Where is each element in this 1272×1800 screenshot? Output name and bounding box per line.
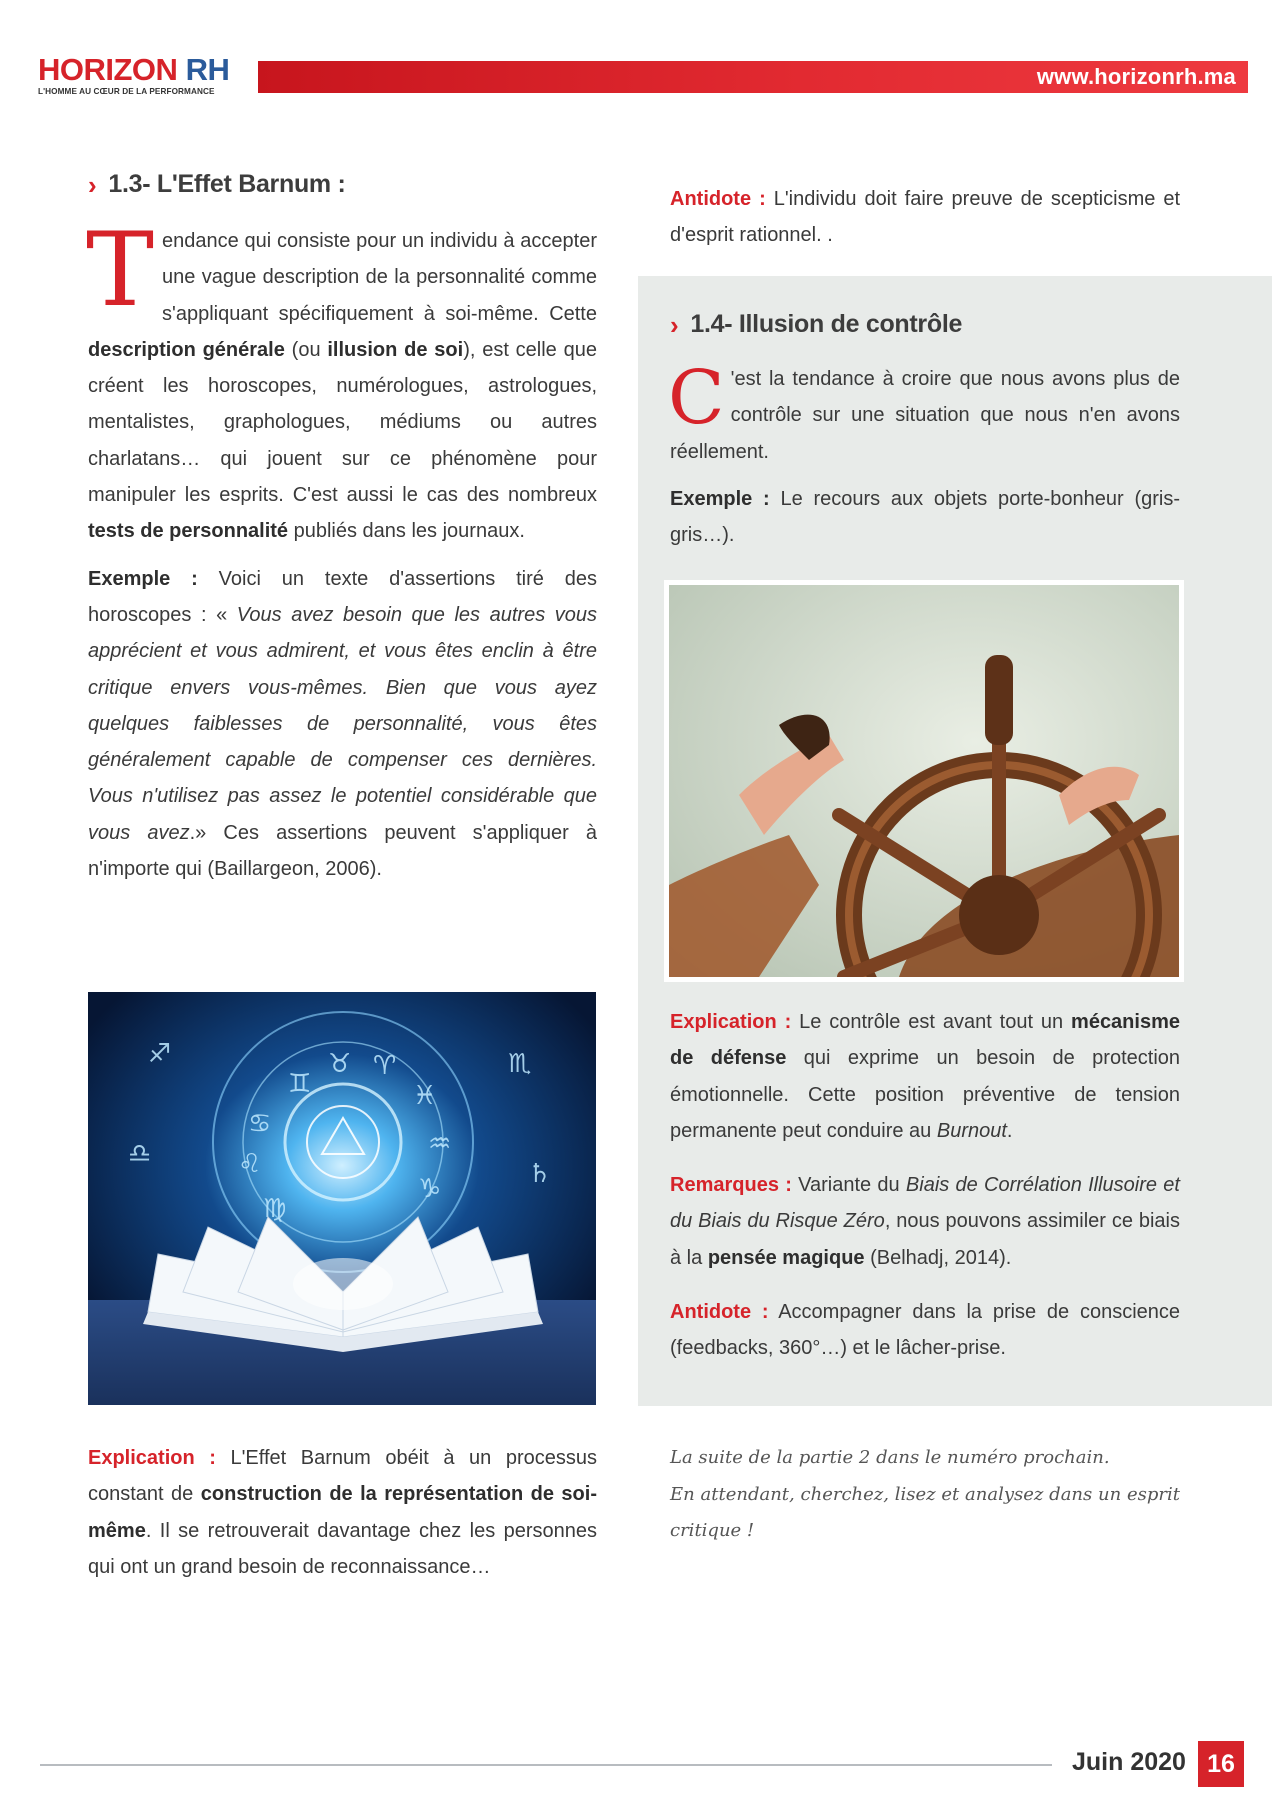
svg-text:♐: ♐ bbox=[148, 1039, 172, 1069]
text-run: construction de la représentation de soi-même bbox=[88, 1483, 597, 1542]
paragraph-explication bbox=[670, 1004, 1180, 1149]
text-run: Voici un texte d'assertions tiré des horoscopes : « bbox=[88, 567, 597, 626]
website-link[interactable]: www.horizonrh.ma bbox=[1036, 64, 1236, 89]
text-run: mécanisme de défense bbox=[670, 1011, 1180, 1070]
svg-text:♉: ♉ bbox=[328, 1049, 352, 1079]
paragraph-explication-barnum bbox=[88, 1440, 597, 1585]
text-run: Exemple : bbox=[88, 567, 198, 590]
paragraph-example bbox=[88, 561, 597, 888]
text-run: Le recours aux objets porte-bonheur (gris-gris…). bbox=[670, 487, 1180, 547]
closing-note bbox=[670, 1440, 1180, 1550]
header-bar bbox=[258, 61, 1248, 93]
logo-word-rh: RH bbox=[185, 52, 230, 87]
text-run: publiés dans les journaux. bbox=[288, 520, 525, 543]
text-run: Exemple : bbox=[670, 487, 770, 510]
ship-wheel-image bbox=[664, 580, 1184, 982]
svg-text:♓: ♓ bbox=[413, 1081, 437, 1111]
chevron-right-icon: › bbox=[88, 169, 97, 200]
svg-text:♑: ♑ bbox=[418, 1174, 442, 1204]
text-run: tests de personnalité bbox=[88, 520, 289, 543]
text-run: . Il se retrouverait davantage chez les personnes qui ont un grand besoin de reconnaissance… bbox=[88, 1519, 597, 1578]
text-run: Remarques : bbox=[670, 1174, 792, 1197]
svg-text:♈: ♈ bbox=[373, 1051, 397, 1081]
text-run: 'est la tendance à croire que nous avons plus de contrôle sur une situation que nous n'en avons réellement. bbox=[670, 368, 1180, 463]
svg-text:♍: ♍ bbox=[263, 1194, 287, 1224]
text-run: ), est celle que créent les horoscopes, numérologues, astrologues, mentalistes, graphologues, médiums ou autres charlatans… qui jouent sur ce phénomène pour manipuler les esprits. C'est aussi le cas des nombreux bbox=[88, 338, 597, 507]
logo-wordmark bbox=[38, 54, 248, 86]
heading-text: 1.3- L'Effet Barnum : bbox=[108, 170, 346, 198]
text-run: L'Effet Barnum obéit à un processus constant de bbox=[88, 1447, 597, 1506]
footer-divider bbox=[40, 1764, 1052, 1766]
text-run: (ou bbox=[284, 338, 328, 361]
text-run: (Belhadj, 2014). bbox=[864, 1246, 1012, 1269]
text-run: Antidote : bbox=[670, 1301, 769, 1324]
drop-cap: C bbox=[668, 355, 725, 441]
text-run: Le contrôle est avant tout un bbox=[791, 1011, 1072, 1033]
paragraph-antidote-barnum bbox=[670, 181, 1180, 254]
svg-text:♌: ♌ bbox=[238, 1149, 262, 1179]
paragraph-text bbox=[86, 211, 597, 543]
closing-line-2: En attendant, cherchez, lisez et analysez dans un esprit critique ! bbox=[670, 1483, 1180, 1541]
section-heading bbox=[88, 170, 597, 199]
text-run: Variante du bbox=[791, 1174, 906, 1197]
text-run: illusion de soi bbox=[327, 338, 464, 361]
paragraph-example bbox=[670, 481, 1180, 554]
paragraph-definition bbox=[86, 211, 597, 550]
logo-tagline: L'HOMME AU CŒUR DE LA PERFORMANCE bbox=[38, 87, 215, 96]
text-run: qui exprime un besoin de protection émotionnelle. Cette position préventive de tension permanente peut conduire au bbox=[670, 1047, 1181, 1142]
ship-wheel-illustration bbox=[669, 585, 1179, 977]
text-run: . bbox=[1006, 1119, 1013, 1142]
astrology-illustration bbox=[88, 992, 596, 1405]
heading-text: 1.4- Illusion de contrôle bbox=[690, 310, 963, 338]
svg-text:♏: ♏ bbox=[508, 1049, 532, 1079]
text-run: Explication : bbox=[670, 1011, 792, 1033]
section-illusion-controle bbox=[670, 310, 1180, 553]
svg-text:♊: ♊ bbox=[288, 1069, 312, 1099]
svg-text:♋: ♋ bbox=[248, 1109, 272, 1139]
text-run: Vous avez besoin que les autres vous apprécient et vous admirent, et vous êtes enclin à être critique envers vous-mêmes. Bien que vous ayez quelques faiblesses de personnalité, vous êtes généralement capable de compenser ces dernières. Vous n'utilisez pas assez le potentiel considérable que vous avez bbox=[88, 603, 598, 844]
astrology-book-image bbox=[88, 992, 596, 1405]
text-run: Explication : bbox=[88, 1447, 216, 1469]
section-effet-barnum bbox=[88, 170, 597, 887]
paragraph-text bbox=[668, 355, 1180, 463]
text-run: Burnout bbox=[936, 1119, 1007, 1142]
paragraph-antidote bbox=[670, 1294, 1180, 1367]
page-number: 16 bbox=[1198, 1741, 1244, 1787]
chevron-right-icon: › bbox=[670, 309, 679, 340]
text-run: endance qui consiste pour un individu à accepter une vague description de la personnalité comme s'appliquant spécifiquement à soi-même. Cette bbox=[162, 230, 597, 325]
drop-cap: T bbox=[86, 211, 155, 330]
paragraph-definition bbox=[668, 355, 1180, 470]
text-run: Biais de Corrélation Illusoire et du Biais du Risque Zéro bbox=[670, 1174, 1180, 1233]
text-run: , nous pouvons assimiler ce biais à la bbox=[670, 1210, 1180, 1269]
text-run: L'individu doit faire preuve de scepticisme et d'esprit rationnel. . bbox=[670, 188, 1180, 247]
svg-text:♎: ♎ bbox=[128, 1139, 152, 1169]
text-run: .» Ces assertions peuvent s'appliquer à n'importe qui (Baillargeon, 2006). bbox=[88, 821, 597, 881]
text-run: Antidote : bbox=[670, 188, 766, 210]
text-run: description générale bbox=[88, 338, 285, 361]
svg-text:♒: ♒ bbox=[428, 1129, 452, 1159]
closing-line-1: La suite de la partie 2 dans le numéro prochain. bbox=[670, 1447, 1110, 1468]
section-illusion-controle-cont bbox=[670, 1004, 1180, 1367]
text-run: pensée magique bbox=[707, 1246, 865, 1269]
section-heading bbox=[670, 310, 1180, 339]
horizon-rh-logo[interactable] bbox=[38, 54, 248, 96]
paragraph-remarques bbox=[670, 1167, 1180, 1276]
logo-word-horizon: HORIZON bbox=[38, 52, 178, 87]
svg-text:♄: ♄ bbox=[528, 1159, 552, 1189]
text-run: Accompagner dans la prise de conscience (feedbacks, 360°…) et le lâcher-prise. bbox=[670, 1301, 1181, 1360]
issue-date: Juin 2020 bbox=[1072, 1748, 1186, 1776]
